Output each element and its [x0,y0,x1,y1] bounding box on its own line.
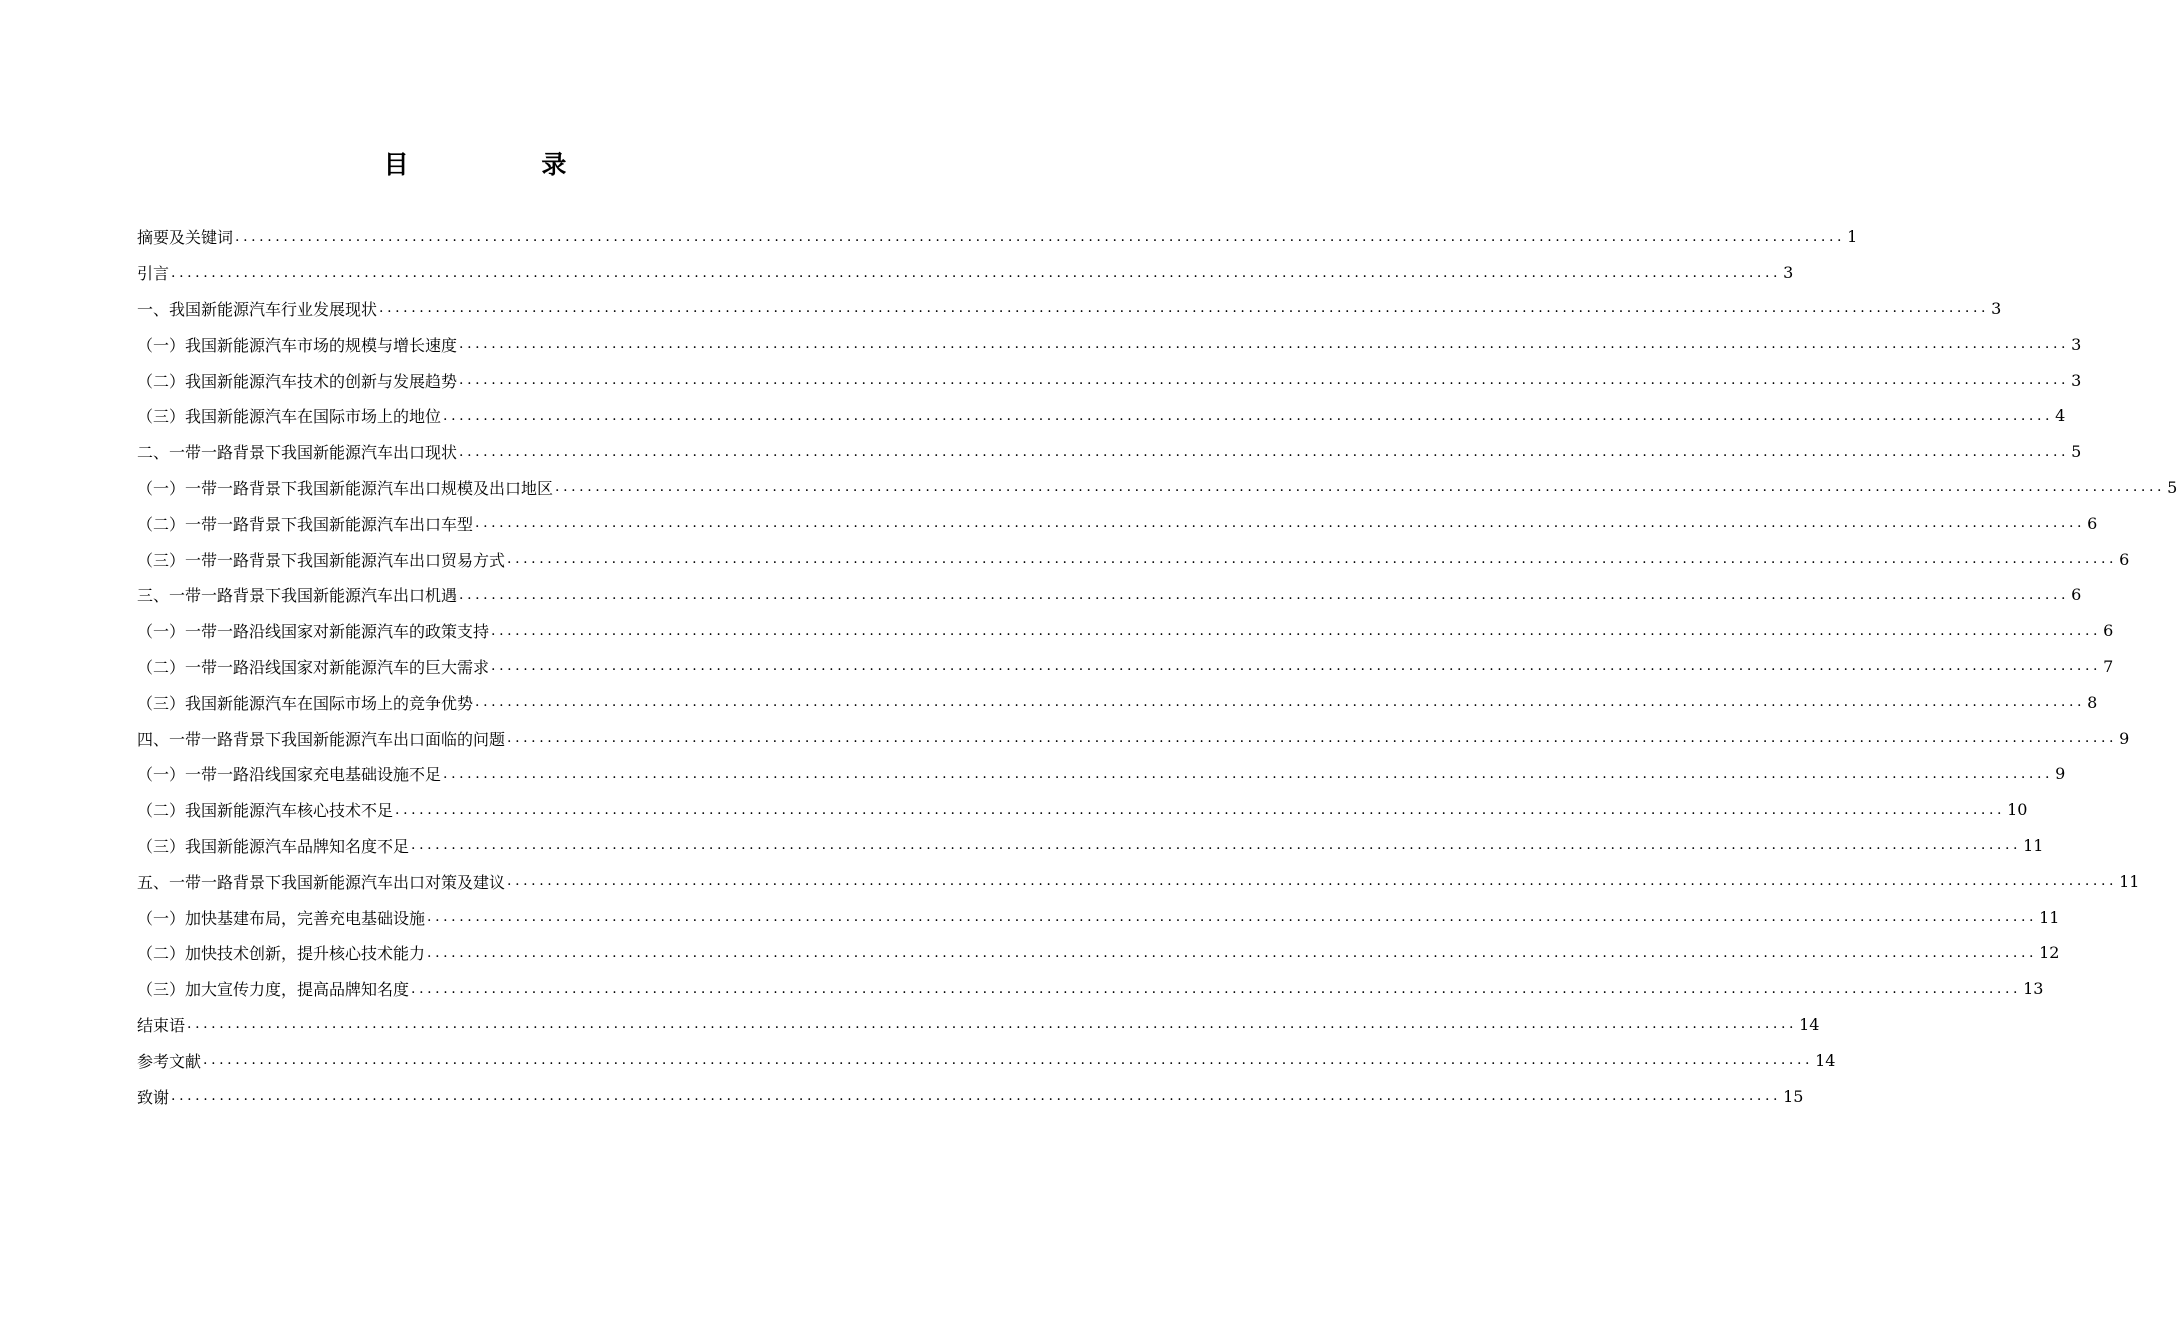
toc-entry[interactable] [137,291,2002,327]
toc-entry[interactable] [137,935,2060,971]
toc-entry[interactable] [137,684,2098,720]
toc-entry[interactable] [137,649,2114,685]
toc-entry-title: 我国新能源汽车在国际市场上的竞争优势 [185,693,474,713]
toc-entry-title: 我国新能源汽车核心技术不足 [185,801,394,821]
toc-entry-page-number: 6 [2119,549,2130,569]
dot-leader: ........................................................................................................................................................................................................ [475,694,2086,711]
dot-leader: ........................................................................................................................................................................................................ [411,980,2022,997]
toc-entry-page-number: 3 [2071,334,2082,354]
toc-entry-title: 一带一路背景下我国新能源汽车出口车型 [185,514,474,534]
dot-leader: ........................................................................................................................................................................................................ [235,228,1846,245]
toc-entry[interactable] [137,613,2114,649]
dot-leader: ........................................................................................................................................................................................................ [459,443,2070,460]
toc-entry-title: 我国新能源汽车市场的规模与增长速度 [185,335,458,355]
toc-entry-page-number: 11 [2119,871,2140,891]
toc-entry-number: 一、 [137,299,170,319]
toc-entry-title: 参考文献 [137,1051,202,1071]
toc-entry-page-number: 4 [2055,406,2066,426]
toc-entry-page-number: 3 [1783,263,1794,283]
toc-entry[interactable] [137,828,2044,864]
toc-entry-number: （一） [137,622,186,642]
toc-entry[interactable] [137,362,2082,398]
toc-entry-page-number: 9 [2055,764,2066,784]
dot-leader: ........................................................................................................................................................................................................ [203,1052,1814,1069]
dot-leader: ........................................................................................................................................................................................................ [443,407,2054,424]
toc-entry[interactable] [137,470,2177,506]
dot-leader: ........................................................................................................................................................................................................ [395,801,2006,818]
toc-entry-number: 三、 [137,586,170,606]
toc-entry-title: 一带一路背景下我国新能源汽车出口机遇 [169,586,458,606]
toc-entry[interactable] [137,505,2098,541]
toc-entry-number: （三） [137,550,186,570]
toc-entry-number: （一） [137,478,186,498]
toc-entry-page-number: 11 [2023,835,2044,855]
dot-leader: ........................................................................................................................................................................................................ [427,909,2038,926]
toc-entry[interactable] [137,219,1858,255]
toc-entry-page-number: 3 [1991,298,2002,318]
toc-entry-number: （三） [137,836,186,856]
toc-entry-title: 一带一路背景下我国新能源汽车出口对策及建议 [169,872,506,892]
toc-entry-title: 我国新能源汽车行业发展现状 [169,299,378,319]
dot-leader: ........................................................................................................................................................................................................ [459,372,2070,389]
toc-entry[interactable] [137,899,2060,935]
toc-entry-page-number: 13 [2023,979,2044,999]
dot-leader: ........................................................................................................................................................................................................ [171,1088,1782,1105]
toc-entry-page-number: 9 [2119,728,2130,748]
toc-entry-title: 引言 [137,264,170,284]
toc-entry-title: 一带一路沿线国家对新能源汽车的巨大需求 [185,657,490,677]
toc-entry-number: （一） [137,335,186,355]
toc-entry-number: （一） [137,908,186,928]
toc-entry[interactable] [137,720,2130,756]
toc-entry[interactable] [137,255,1794,291]
toc-entry-title: 一带一路背景下我国新能源汽车出口规模及出口地区 [185,478,554,498]
toc-entry-title: 加快技术创新，提升核心技术能力 [185,944,426,964]
toc-entry-number: （二） [137,944,186,964]
toc-entry[interactable] [137,541,2130,577]
toc-entry[interactable] [137,398,2066,434]
dot-leader: ........................................................................................................................................................................................................ [507,873,2118,890]
toc-entry[interactable] [137,1007,1820,1043]
toc-entry-page-number: 5 [2167,477,2177,497]
toc-entry-title: 结束语 [137,1015,186,1035]
toc-entry-page-number: 6 [2087,513,2098,533]
toc-entry-title: 我国新能源汽车品牌知名度不足 [185,836,410,856]
dot-leader: ........................................................................................................................................................................................................ [427,944,2038,961]
dot-leader: ........................................................................................................................................................................................................ [459,336,2070,353]
toc-entry-title: 加快基建布局，完善充电基础设施 [185,908,426,928]
toc-entry-page-number: 5 [2071,442,2082,462]
toc-entry[interactable] [137,792,2028,828]
toc-entry-title: 一带一路背景下我国新能源汽车出口现状 [169,443,458,463]
toc-entry-number: （二） [137,657,186,677]
toc-entry-number: （三） [137,693,186,713]
toc-entry-title: 我国新能源汽车在国际市场上的地位 [185,407,442,427]
dot-leader: ........................................................................................................................................................................................................ [507,551,2118,568]
toc-entry-number: 五、 [137,872,170,892]
toc-entry-page-number: 14 [1799,1014,1820,1034]
toc-entry[interactable] [137,326,2082,362]
toc-entry-number: （三） [137,407,186,427]
toc-entry-title: 加大宣传力度，提高品牌知名度 [185,980,410,1000]
toc-entry[interactable] [137,863,2140,899]
toc-entry-title: 一带一路背景下我国新能源汽车出口面临的问题 [169,729,506,749]
dot-leader: ........................................................................................................................................................................................................ [187,1016,1798,1033]
toc-entry-title: 我国新能源汽车技术的创新与发展趋势 [185,371,458,391]
toc-entry-number: （一） [137,765,186,785]
dot-leader: ........................................................................................................................................................................................................ [475,515,2086,532]
toc-entry[interactable] [137,1042,1836,1078]
toc-entry-page-number: 11 [2039,907,2060,927]
table-of-contents [137,219,2177,1114]
dot-leader: ........................................................................................................................................................................................................ [379,300,1990,317]
dot-leader: ........................................................................................................................................................................................................ [459,586,2070,603]
toc-entry[interactable] [137,1078,1804,1114]
toc-entry-title: 致谢 [137,1087,170,1107]
toc-entry-title: 一带一路沿线国家充电基础设施不足 [185,765,442,785]
toc-entry-page-number: 3 [2071,370,2082,390]
dot-leader: ........................................................................................................................................................................................................ [507,730,2118,747]
toc-entry-page-number: 1 [1847,227,1858,247]
toc-entry-page-number: 12 [2039,943,2060,963]
toc-entry[interactable] [137,434,2082,470]
dot-leader: ........................................................................................................................................................................................................ [555,479,2166,496]
toc-entry-number: （二） [137,371,186,391]
toc-entry-number: （二） [137,801,186,821]
toc-entry-page-number: 6 [2071,585,2082,605]
page-title: 目 录 [383,150,629,179]
toc-entry-page-number: 10 [2007,800,2028,820]
toc-entry-number: （二） [137,514,186,534]
toc-entry-number: 四、 [137,729,170,749]
toc-entry-page-number: 14 [1815,1050,1836,1070]
toc-entry[interactable] [137,756,2066,792]
toc-entry-number: （三） [137,980,186,1000]
toc-entry-title: 摘要及关键词 [137,228,234,248]
toc-entry-page-number: 7 [2103,656,2114,676]
dot-leader: ........................................................................................................................................................................................................ [411,837,2022,854]
toc-entry-number: 二、 [137,443,170,463]
dot-leader: ........................................................................................................................................................................................................ [171,264,1782,281]
toc-entry-page-number: 6 [2103,621,2114,641]
toc-entry-page-number: 8 [2087,692,2098,712]
dot-leader: ........................................................................................................................................................................................................ [443,765,2054,782]
dot-leader: ........................................................................................................................................................................................................ [491,658,2102,675]
toc-entry[interactable] [137,577,2082,613]
toc-entry-title: 一带一路背景下我国新能源汽车出口贸易方式 [185,550,506,570]
toc-entry-page-number: 15 [1783,1086,1804,1106]
toc-entry-title: 一带一路沿线国家对新能源汽车的政策支持 [185,622,490,642]
toc-entry[interactable] [137,971,2044,1007]
dot-leader: ........................................................................................................................................................................................................ [491,622,2102,639]
